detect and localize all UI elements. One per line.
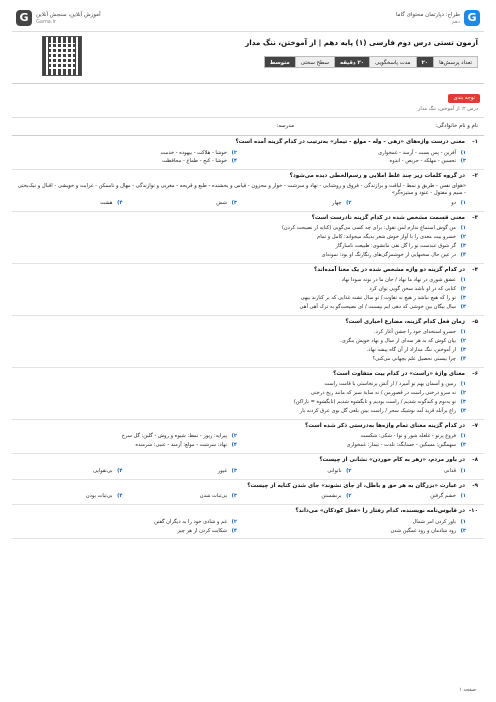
options-group	[16, 492, 478, 501]
option-number: ۱)	[460, 433, 466, 440]
answer-option[interactable]	[16, 251, 466, 260]
options-group	[16, 467, 478, 476]
meta-difficulty-value: متوسط	[264, 56, 296, 68]
section-desc: درس ۲: از آموختن، ننگ مدار	[417, 106, 478, 112]
question-header	[16, 457, 478, 465]
answer-option[interactable]	[245, 527, 466, 536]
question-number: ۳-	[472, 214, 478, 221]
option-text: از آموختن، ننگ مداراد از آن گاه پیشه نهاد.	[366, 347, 456, 354]
answer-option[interactable]	[16, 157, 237, 166]
question-header	[16, 139, 478, 147]
question-header	[16, 267, 478, 275]
question-item	[12, 505, 484, 539]
question-number: ۷-	[472, 422, 478, 429]
exam-title: آزمون تستی درس دوم فارسی (۱) پایه دهم | از آموختن، ننگ مدار	[245, 38, 478, 47]
answer-option[interactable]	[16, 294, 466, 303]
option-text: سال بیگان بین خوشی که دهی ایم بپسنت / ای نصیحت‌گو به ترک آهی آهی	[299, 303, 456, 310]
option-number: ۱)	[460, 467, 466, 474]
option-text: بی‌ثبات بودن	[85, 493, 113, 500]
option-number: ۴)	[460, 356, 466, 363]
options-group	[16, 328, 478, 364]
option-number: ۳)	[460, 347, 466, 354]
option-number: ۲)	[460, 234, 466, 241]
question-header	[16, 483, 478, 491]
option-number: ۴)	[231, 527, 237, 534]
options-group	[16, 149, 478, 167]
option-text: خشم گرفتن	[430, 493, 456, 500]
option-number: ۱)	[460, 518, 466, 525]
question-number: ۱۰-	[468, 508, 478, 515]
student-name-label: نام و نام خانوادگی:	[435, 123, 478, 129]
question-item	[12, 264, 484, 316]
meta-count-value: ۲۰	[416, 56, 435, 68]
question-header	[16, 508, 478, 516]
exam-title-block	[12, 32, 484, 84]
answer-option[interactable]	[360, 467, 467, 476]
option-text: چهار	[331, 199, 342, 206]
question-text: معنی درست واژه‌های «زهی - وله - مولع - تیمار» به‌ترتیب در کدام گزینه آمده است؟	[235, 139, 465, 145]
question-header	[16, 215, 478, 223]
question-number: ۸-	[472, 457, 478, 464]
question-item	[12, 316, 484, 368]
question-number: ۵-	[472, 318, 478, 325]
option-text: بی‌ثبات شدن	[199, 493, 227, 500]
tagline: آموزش آنلاین، سنجش آنلاین	[36, 12, 101, 18]
exam-meta	[265, 56, 478, 68]
question-text: در کدام گزینه معنای تمام واژه‌ها به‌درستی ذکر شده است؟	[305, 422, 465, 429]
option-number: ۲)	[460, 390, 466, 397]
option-text: غم و شادی خود را به دیگران گفتن	[154, 518, 227, 525]
question-header	[16, 371, 478, 379]
option-text: خوشا - کنج - طماع - محافظت	[162, 158, 227, 165]
option-number: ۲)	[346, 493, 352, 500]
answer-option[interactable]	[16, 492, 123, 501]
answer-option[interactable]	[245, 432, 466, 441]
question-item	[12, 136, 484, 170]
option-text: من گوش استماع ندارم لمن تقول: برای چه کسی می‌گویی (کنایه از نصیحت کردن)	[281, 225, 456, 232]
option-number: ۲)	[346, 467, 352, 474]
option-number: ۳)	[460, 527, 466, 534]
question-number: ۱-	[472, 139, 478, 145]
option-number: ۱)	[460, 149, 466, 156]
answer-option[interactable]	[245, 441, 466, 450]
designer-line: طراح: دپارتمان محتوای گاما	[395, 12, 460, 18]
section-banner	[12, 94, 484, 118]
school-label: مدرسه:	[276, 123, 294, 129]
question-number: ۶-	[472, 370, 478, 377]
answer-option[interactable]	[245, 149, 466, 158]
answer-option[interactable]	[245, 199, 352, 208]
options-group	[16, 276, 478, 312]
answer-option[interactable]	[16, 380, 466, 389]
answer-option[interactable]	[16, 224, 466, 233]
option-text: خوشا - هلاکت - بیهوده - خدمت	[160, 149, 227, 156]
option-number: ۲)	[231, 433, 237, 440]
answer-option[interactable]	[16, 355, 466, 364]
question-text: در کدام گزینه دو واژه مشخص شده در یک معنا آمده‌اند؟	[313, 266, 465, 273]
option-text: شش	[216, 199, 227, 206]
option-text: هشت	[100, 199, 113, 206]
option-number: ۴)	[460, 408, 466, 415]
answer-option[interactable]	[245, 492, 352, 501]
option-text: در عین حال سخنهایی از خوشمزگی‌های رنگارنگ او بود: نمونه‌ای	[321, 251, 456, 258]
option-text: چرا بیستی تحصیل علم بچهانی می‌کنی؟	[372, 356, 456, 363]
question-item	[12, 368, 484, 420]
option-number: ۳)	[460, 442, 466, 449]
option-number: ۲)	[346, 199, 352, 206]
option-text: کتابی که در او باشد سخن گویی توان کرد	[369, 286, 456, 293]
brand-left	[36, 12, 101, 26]
question-text: معنی قسمت مشخص شده در کدام گزینه نادرست است؟	[311, 214, 465, 221]
question-item	[12, 454, 484, 479]
brand-right	[396, 12, 460, 26]
answer-option[interactable]	[16, 389, 466, 398]
meta-duration-value: ۲۰ دقیقه	[334, 56, 370, 68]
option-text: غیور	[217, 467, 227, 474]
question-text: زمان فعل کدام گزینه، مضارع اخباری است؟	[345, 318, 465, 325]
gama-site-logo-icon: G	[16, 10, 32, 26]
option-text: خسرو بیت معدی را با آواز خوش شعر بدیگه میخواند: کامل و تمام	[317, 234, 456, 241]
option-text: تو را که هیچ نباشد ز هیچ نه تفاوت / تو سال تشنه غذایی که بر کنارند بیهی	[300, 295, 456, 302]
option-number: ۲)	[460, 338, 466, 345]
page-header	[12, 8, 484, 32]
answer-option[interactable]	[16, 149, 237, 158]
page-footer: صفحه ۱	[459, 687, 476, 694]
option-number: ۴)	[231, 158, 237, 165]
question-text: در گروه کلمات زیر چند غلط املایی و رسم‌الخطی دیده می‌شود؟	[289, 173, 465, 180]
question-text: معنای واژهٔ «راست» در کدام بیت متفاوت است؟	[333, 370, 465, 377]
answer-option[interactable]	[16, 285, 466, 294]
question-header	[16, 423, 478, 431]
option-text: زود شادمان و زود غمگین شدن	[390, 527, 456, 534]
option-text: باور کردن امر شمال	[412, 518, 456, 525]
answer-option[interactable]	[16, 467, 123, 476]
answer-option[interactable]	[131, 467, 238, 476]
question-text: در باور مردم، «زهر به کام خوردن» نشانی از چیست؟	[319, 457, 465, 464]
answer-option[interactable]	[16, 527, 237, 536]
option-number: ۳)	[231, 493, 237, 500]
section-badge: توجه بندی	[448, 94, 480, 103]
answer-option[interactable]	[245, 467, 352, 476]
answer-option[interactable]	[16, 303, 466, 312]
option-number: ۱)	[460, 225, 466, 232]
question-text: در عبارت «بزرگان به هر حق و باطل، از جای نشوند» جای شدن کنایه از چیست؟	[247, 482, 465, 489]
option-text: شکایت کردن از هر چیز	[177, 527, 227, 534]
question-header	[16, 319, 478, 327]
student-info-row	[12, 118, 484, 136]
option-number: ۴)	[117, 467, 123, 474]
question-number: ۹-	[472, 482, 478, 489]
answer-option[interactable]	[16, 441, 237, 450]
option-text: نهاد: سرشت - مولع: آزمند - عنبی: شرمنده	[135, 442, 227, 449]
answer-option[interactable]	[16, 432, 237, 441]
options-group	[16, 380, 478, 416]
option-number: ۴)	[460, 251, 466, 258]
options-group	[16, 518, 478, 536]
answer-option[interactable]	[16, 242, 466, 251]
question-item	[12, 212, 484, 264]
option-number: ۲)	[231, 149, 237, 156]
option-text: زمین و آسمان بهم تو آمیزد / از آتش برنخاستی با قامت راست	[324, 381, 456, 388]
option-text: پیرایه: زیور - نمط: شیوه و روش - گلین: گل سرخ	[121, 433, 227, 440]
answer-option[interactable]	[16, 398, 466, 407]
meta-difficulty-label: سطح سختی	[295, 56, 335, 68]
option-number: ۳)	[460, 158, 466, 165]
option-number: ۴)	[231, 442, 237, 449]
answer-option[interactable]	[16, 328, 466, 337]
option-number: ۲)	[231, 518, 237, 525]
option-text: نه سرو درختی راست در قصورمن / نه سایهٔ سبز که مانند ریخ درختی	[310, 390, 456, 397]
option-number: ۱)	[460, 199, 466, 206]
answer-option[interactable]	[16, 518, 237, 527]
answer-option[interactable]	[245, 518, 466, 527]
gama-logo-icon: G	[464, 10, 480, 26]
meta-count-label: تعداد پرسش‌ها	[433, 56, 478, 68]
option-text: بیان کوش که به هر سه‌ای از سال و نهاد خویش بنگری.	[340, 338, 456, 345]
option-number: ۳)	[460, 399, 466, 406]
qr-code-icon[interactable]	[42, 36, 82, 76]
answer-option[interactable]	[360, 492, 467, 501]
option-text: فروغ پرتو - غلغله شور و نوا - شکی: شکست	[360, 433, 456, 440]
answer-option[interactable]	[360, 199, 467, 208]
questions-list	[12, 136, 484, 539]
answer-option[interactable]	[131, 199, 238, 208]
answer-option[interactable]	[16, 337, 466, 346]
answer-option[interactable]	[16, 346, 466, 355]
option-number: ۱)	[460, 493, 466, 500]
option-number: ۱)	[460, 277, 466, 284]
option-text: تحسین - مهلکه - حریص - اندوه	[389, 158, 456, 165]
option-text: زاغ برآنله قرید آمد نوشیک سحر / راست بیبن بلعی گل بوی عرق کردنه بار	[299, 408, 456, 415]
option-text: آفرین - پس بست - آزمند - غمخواری	[378, 149, 456, 156]
question-item	[12, 480, 484, 505]
answer-option[interactable]	[16, 199, 123, 208]
answer-option[interactable]	[16, 276, 466, 285]
option-text: برنشستن	[321, 493, 342, 500]
option-number: ۴)	[460, 303, 466, 310]
option-number: ۱)	[460, 381, 466, 388]
option-text: دو	[451, 199, 456, 206]
option-number: ۳)	[460, 243, 466, 250]
answer-option[interactable]	[16, 233, 466, 242]
option-number: ۱)	[460, 329, 466, 336]
question-header	[16, 173, 478, 181]
option-number: ۳)	[460, 295, 466, 302]
meta-duration-label: مدت پاسخگویی	[369, 56, 416, 68]
option-number: ۴)	[117, 199, 123, 206]
option-text: خسرو استخدای خود را جشن آغاز کرد.	[374, 329, 456, 336]
option-text: بی‌تقوایی	[93, 467, 113, 474]
answer-option[interactable]	[131, 492, 238, 501]
option-number: ۴)	[117, 493, 123, 500]
option-text: گر شوق عبدست تو را گل نفی مانشوی: طبیعت ناسازگار	[335, 243, 456, 250]
exam-page	[12, 8, 484, 696]
options-group	[16, 224, 478, 260]
option-text: سهمگین: مسکین - حسابگه: تلذت - تیمار: غمخواری	[346, 442, 456, 449]
options-group	[16, 199, 478, 208]
option-text: تو به‌نوم و کندگونه شدیم / راست بودیم و تابگشوه شدیم (تابگشوه = تاراکن)	[293, 399, 456, 406]
option-number: ۳)	[231, 467, 237, 474]
question-passage: «هوای نفس - طریق و نمط - لیاقت و برازندگی - فروق و روشنایی - نهاد و سرشت - خوار و محزون - قیاس و بخشنده - طبع و قریحه - مغربی و نوازندگی - مهال و ناممکن - غرابت و خویشی - اقبال و نیک‌بختی - سیم و مفتول - عنود و ستیزه‌گر»	[17, 182, 466, 196]
answer-option[interactable]	[245, 157, 466, 166]
answer-option[interactable]	[16, 407, 466, 416]
option-text: عشق شوری در نهاد ما نهاد / جان ما در بوته سودا نهاد	[341, 277, 456, 284]
option-text: قدانی	[443, 467, 456, 474]
question-item	[12, 420, 484, 454]
option-text: ناتوانی	[327, 467, 342, 474]
question-number: ۲-	[472, 173, 478, 180]
grade-line: دهم	[451, 19, 460, 26]
question-item	[12, 170, 484, 211]
option-number: ۲)	[460, 286, 466, 293]
site-url[interactable]: Gama.ir	[36, 19, 56, 26]
options-group	[16, 432, 478, 450]
question-number: ۴-	[472, 266, 478, 273]
option-number: ۳)	[231, 199, 237, 206]
question-text: در قابوس‌نامه نویسنده، کدام رفتار را «فعل کودکان» می‌داند؟	[295, 508, 465, 515]
